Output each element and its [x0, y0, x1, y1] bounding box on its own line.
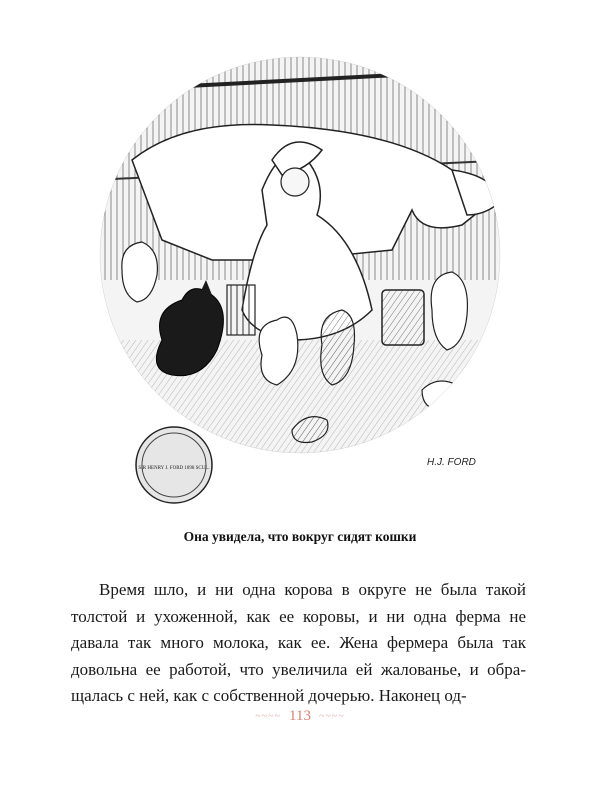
milk-bucket [382, 290, 424, 345]
body-paragraph: Время шло, и ни одна корова в округе не была такой толстой и ухоженной, как ее коровы, и ни одна ферма не давала так много молока, как ее. Жена фермера была так довольна ее работой, что увеличила ей жалованье, и обращалась с ней, как с собственной дочерью. Наконец од- [71, 580, 526, 705]
illustration-caption: Она увидела, что вокруг сидят кошки [183, 529, 417, 544]
illustration-milkmaid-cats [92, 10, 512, 510]
ornament-left: ~~~~ [255, 711, 282, 722]
artist-medallion [136, 427, 212, 503]
page-number: 113 [289, 708, 311, 724]
vignette-scene [92, 50, 512, 470]
cat [422, 381, 458, 410]
page-footer [0, 708, 600, 725]
ornament-right: ~~~~ [318, 711, 345, 722]
svg-text:SIR HENRY J. FORD 1898 SCUL.: SIR HENRY J. FORD 1898 SCUL. [138, 466, 210, 471]
artist-signature: H.J. FORD [427, 457, 476, 468]
